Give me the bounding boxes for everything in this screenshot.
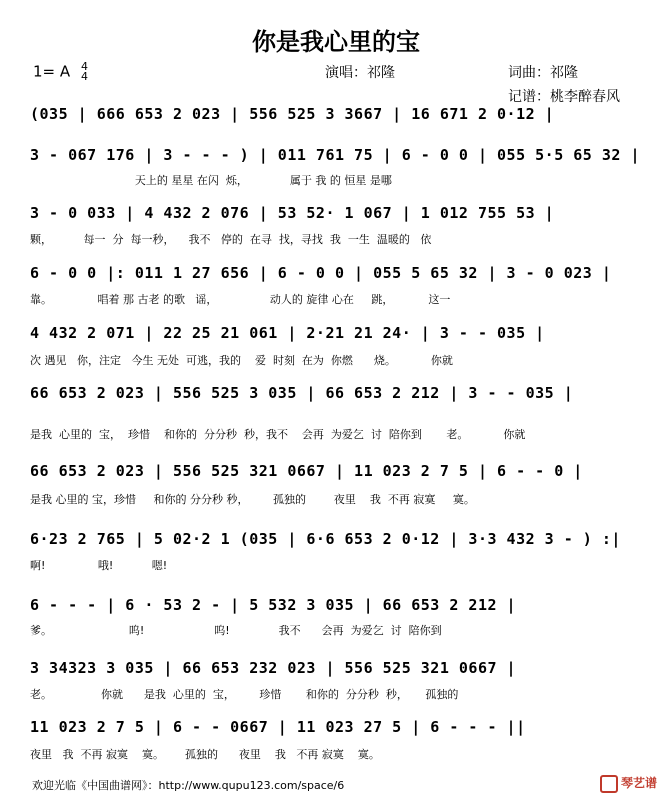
notation-line: 66 653 2 023 | 556 525 321 0667 | 11 023 2 7 5 | 6 - - 0 | [30,462,583,480]
lyric-line: 爹。 呜! 呜! 我不 会再 为爱乞 讨 陪你到 [30,624,442,637]
page-title: 你是我心里的宝 [252,27,420,56]
notation-line: 66 653 2 023 | 556 525 3 035 | 66 653 2 212 | 3 - - 035 | [30,384,574,402]
lyric-line: 天上的 星星 在闪 烁， 属于 我 的 恒星 是哪 [30,174,392,187]
notation-line: 6 - 0 0 |: 011 1 27 656 | 6 - 0 0 | 055 5 65 32 | 3 - 0 023 | [30,264,612,282]
singer-credit: 演唱：祁隆 [325,65,395,81]
transcriber-credit: 记谱：桃李醉春风 [508,89,620,105]
lyric-line: 啊! 哦! 嗯! [30,559,168,572]
notation-line: 3 - 0 033 | 4 432 2 076 | 53 52· 1 067 | 1 012 755 53 | [30,204,555,222]
lyric-line: 夜里 我 不再 寂寞 寞。 孤独的 夜里 我 不再 寂寞 寞。 [30,748,380,761]
footer-site-link[interactable]: 欢迎光临《中国曲谱网》：http://www.qupu123.com/space/6 [32,779,345,792]
logo-icon [600,775,618,793]
lyric-line: 是我 心里的 宝，珍惜 和你的 分分秒 秒， 孤独的 夜里 我 不再 寂寞 寞。 [30,493,475,506]
lyric-line: 颗， 每一 分 每一秒， 我不 停的 在寻 找，寻找 我 一生 温暖的 依 [30,233,432,246]
lyric-line: 是我 心里的 宝， 珍惜 和你的 分分秒 秒，我不 会再 为爱乞 讨 陪你到 老。 你就 [30,428,526,441]
key-signature [33,62,88,82]
logo-text: 琴艺谱 [621,776,658,790]
notation-line: 3 - 067 176 | 3 - - - ) | 011 761 75 | 6 - 0 0 | 055 5·5 65 32 | [30,146,640,164]
notation-line: 6 - - - | 6 · 53 2 - | 5 532 3 035 | 66 653 2 212 | [30,596,517,614]
notation-line: 3 34323 3 035 | 66 653 232 023 | 556 525 321 0667 | [30,659,517,677]
lyric-line: 靠。 唱着 那 古老 的歌 谣， 动人的 旋律 心在 跳， 这一 [30,293,451,306]
time-signature [81,62,88,82]
composer-credit: 词曲：祁隆 [508,65,578,81]
notation-line: (035 | 666 653 2 023 | 556 525 3 3667 | 16 671 2 0·12 | [30,105,555,123]
lyric-line [30,129,662,145]
time-top: 4 [80,60,88,73]
footer-logo [600,774,657,793]
key-text: 1= A [33,62,71,81]
time-bottom: 4 [80,70,88,83]
notation-line: 4 432 2 071 | 22 25 21 061 | 2·21 21 24· | 3 - - 035 | [30,324,545,342]
lyric-line: 次 遇见 你，注定 今生 无处 可逃，我的 爱 时刻 在为 你燃 烧。 你就 [30,354,453,367]
notation-line: 11 023 2 7 5 | 6 - - 0667 | 11 023 27 5 | 6 - - - || [30,718,526,736]
notation-line: 6·23 2 765 | 5 02·2 1 (035 | 6·6 653 2 0·12 | 3·3 432 3 - ) :| [30,530,621,548]
lyric-line: 老。 你就 是我 心里的 宝， 珍惜 和你的 分分秒 秒， 孤独的 [30,688,459,701]
